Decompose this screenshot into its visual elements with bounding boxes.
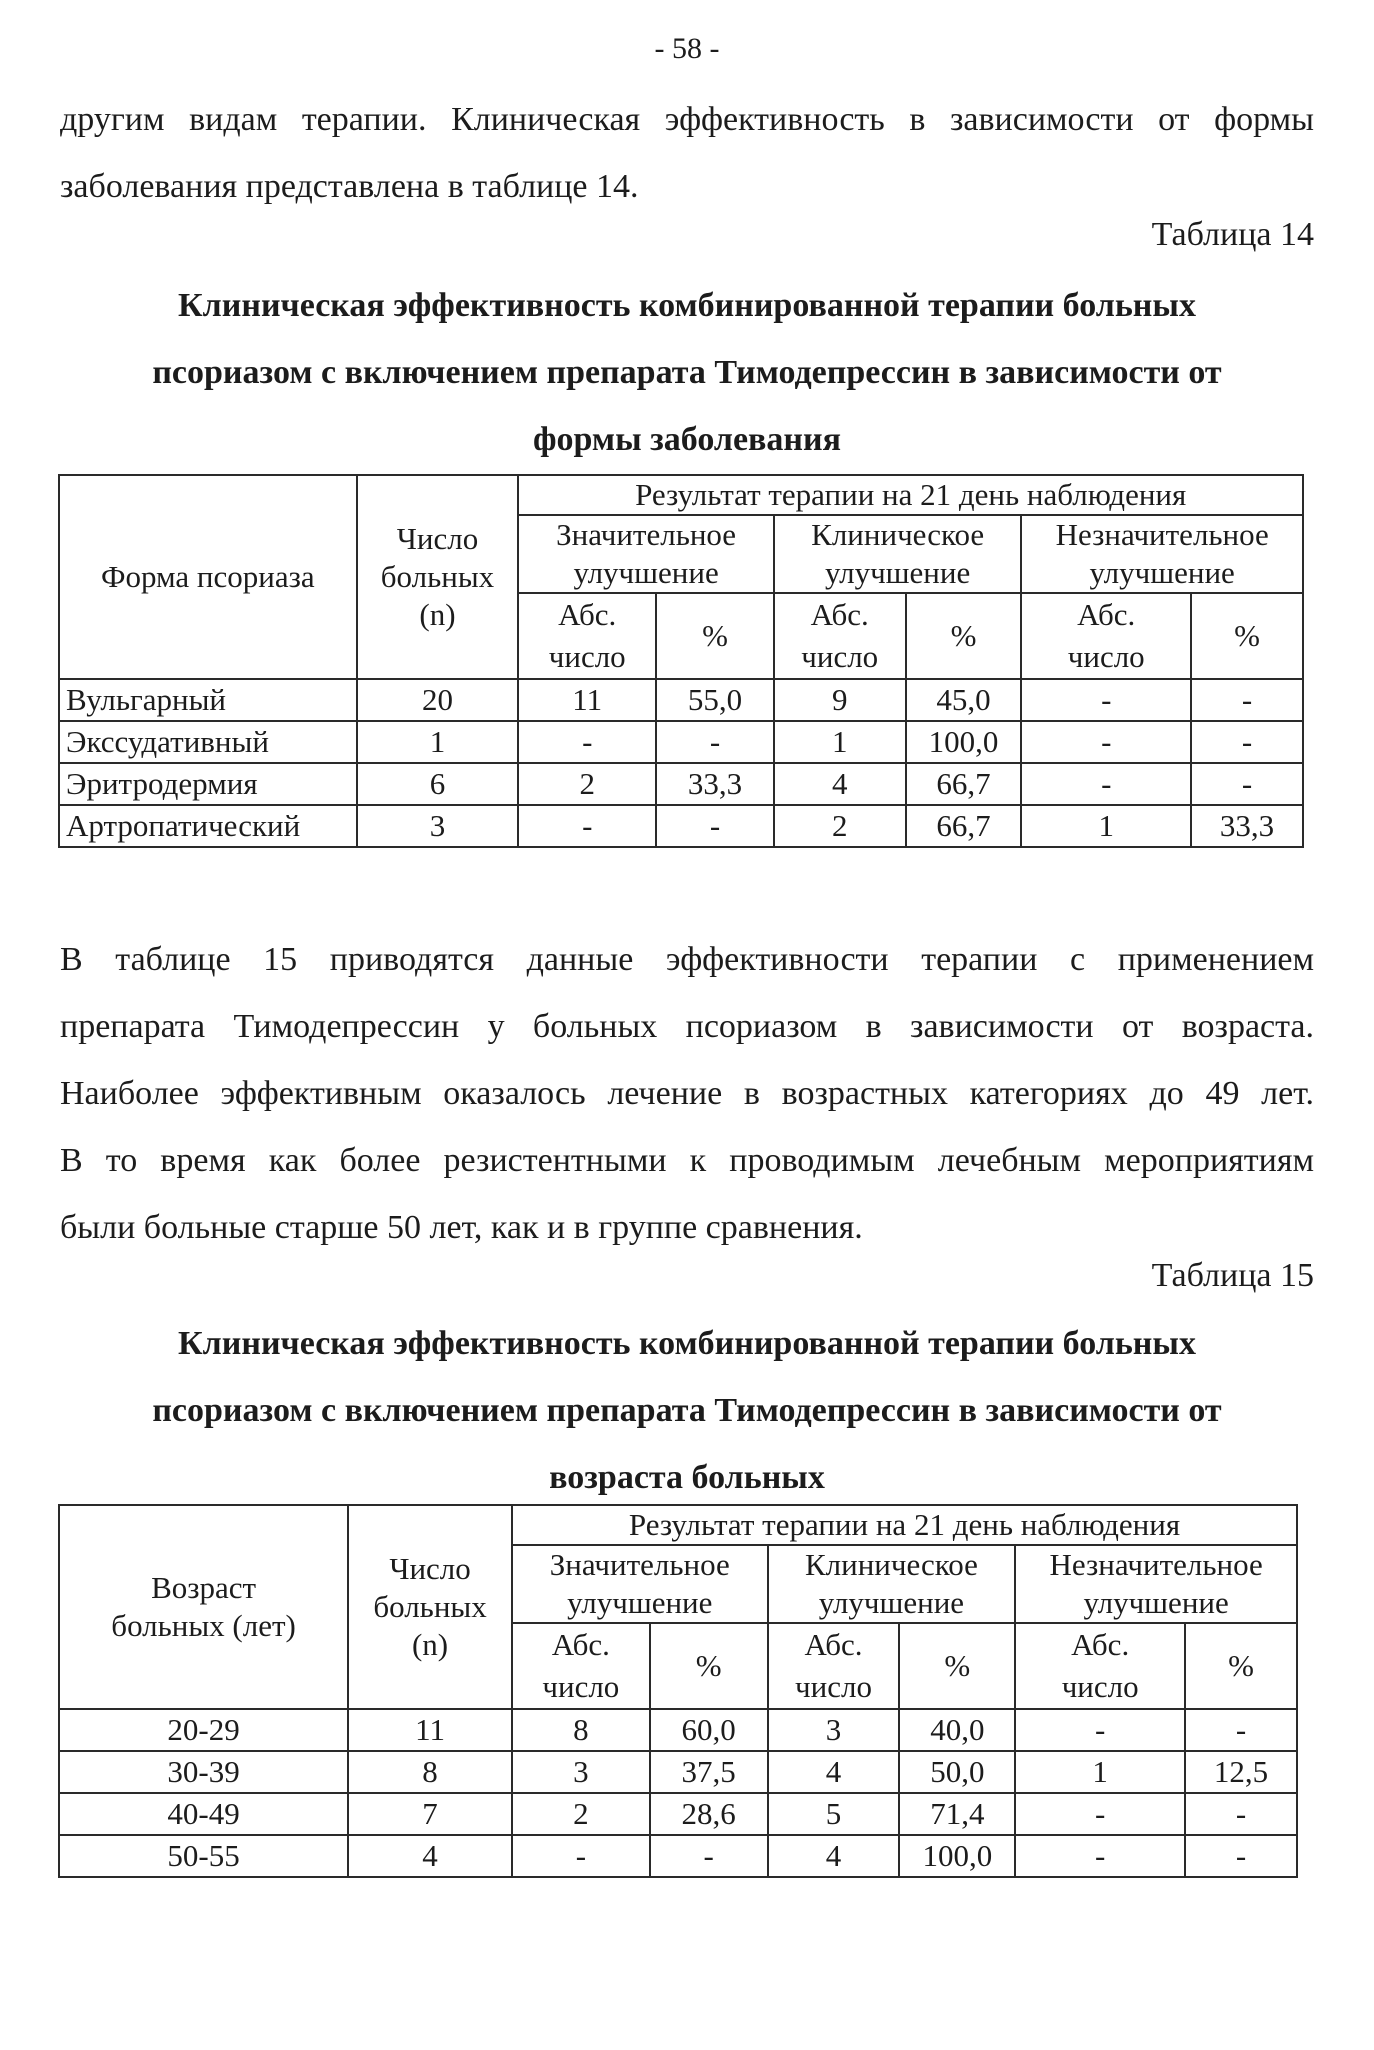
table15-header-age: Возраст больных (лет) (59, 1505, 348, 1709)
table14-header-result: Результат терапии на 21 день наблюдения (518, 475, 1303, 515)
table14-header-pct: % (1191, 593, 1303, 679)
table14-header-pct: % (906, 593, 1022, 679)
table15-header-significant: Значительное улучшение (512, 1545, 768, 1623)
table14-header-pct: % (656, 593, 774, 679)
table15-header-abs: Абс. число (1015, 1623, 1185, 1709)
page-number: - 58 - (654, 32, 720, 65)
table15-header-count: Число больных (n) (348, 1505, 512, 1709)
middle-line-2: препарата Тимодепрессин у больных псориазом в зависимости от возраста. (60, 1008, 1314, 1045)
intro-line-2: заболевания представлена в таблице 14. (60, 168, 639, 205)
intro-line-1: другим видам терапии. Клиническая эффективность в зависимости от формы (60, 101, 1314, 138)
table-row: 30-39 8 3 37,5 4 50,0 1 12,5 (59, 1751, 1297, 1793)
table14-header-clinical: Клиническое улучшение (774, 515, 1022, 593)
table14-header-form: Форма псориаза (59, 475, 357, 679)
middle-line-5: были больные старше 50 лет, как и в группе сравнения. (60, 1209, 863, 1246)
table15-header-result: Результат терапии на 21 день наблюдения (512, 1505, 1297, 1545)
table14-header-insignificant: Незначительное улучшение (1021, 515, 1303, 593)
middle-line-4: В то время как более резистентными к проводимым лечебным мероприятиям (60, 1142, 1314, 1179)
table15-header-clinical: Клиническое улучшение (768, 1545, 1016, 1623)
table15 (58, 1504, 1298, 1878)
table15-header-insignificant: Незначительное улучшение (1015, 1545, 1297, 1623)
table14-caption-line-2: псориазом с включением препарата Тимодепрессин в зависимости от (152, 354, 1222, 391)
table-row: 20-29 11 8 60,0 3 40,0 - - (59, 1709, 1297, 1751)
table15-header-abs: Абс. число (768, 1623, 900, 1709)
table-row: Эритродермия 6 2 33,3 4 66,7 - - (59, 763, 1303, 805)
table15-header-pct: % (899, 1623, 1015, 1709)
middle-line-1: В таблице 15 приводятся данные эффективности терапии с применением (60, 941, 1314, 978)
table15-caption-line-3: возраста больных (549, 1459, 825, 1496)
table-row: Вульгарный 20 11 55,0 9 45,0 - - (59, 679, 1303, 721)
table14-header-abs: Абс. число (774, 593, 906, 679)
table-row: Экссудативный 1 - - 1 100,0 - - (59, 721, 1303, 763)
table14-caption (60, 272, 1314, 473)
middle-line-3: Наиболее эффективным оказалось лечение в возрастных категориях до 49 лет. (60, 1075, 1314, 1112)
table15-label: Таблица 15 (1151, 1257, 1314, 1294)
table14-header-count: Число больных (n) (357, 475, 519, 679)
table14 (58, 474, 1304, 848)
table14-label: Таблица 14 (1151, 216, 1314, 253)
table15-header-pct: % (1185, 1623, 1297, 1709)
table15-header-abs: Абс. число (512, 1623, 650, 1709)
table14-header-abs: Абс. число (1021, 593, 1191, 679)
table14-caption-line-3: формы заболевания (533, 421, 841, 458)
table15-header-pct: % (650, 1623, 768, 1709)
table15-caption-line-2: псориазом с включением препарата Тимодепрессин в зависимости от (152, 1392, 1222, 1429)
table15-caption (60, 1310, 1314, 1511)
table14-header-significant: Значительное улучшение (518, 515, 774, 593)
table14-caption-line-1: Клиническая эффективность комбинированной терапии больных (178, 287, 1196, 324)
table-row: 40-49 7 2 28,6 5 71,4 - - (59, 1793, 1297, 1835)
table15-caption-line-1: Клиническая эффективность комбинированной терапии больных (178, 1325, 1196, 1362)
table-row: 50-55 4 - - 4 100,0 - - (59, 1835, 1297, 1877)
table-row: Артропатический 3 - - 2 66,7 1 33,3 (59, 805, 1303, 847)
table14-header-abs: Абс. число (518, 593, 656, 679)
